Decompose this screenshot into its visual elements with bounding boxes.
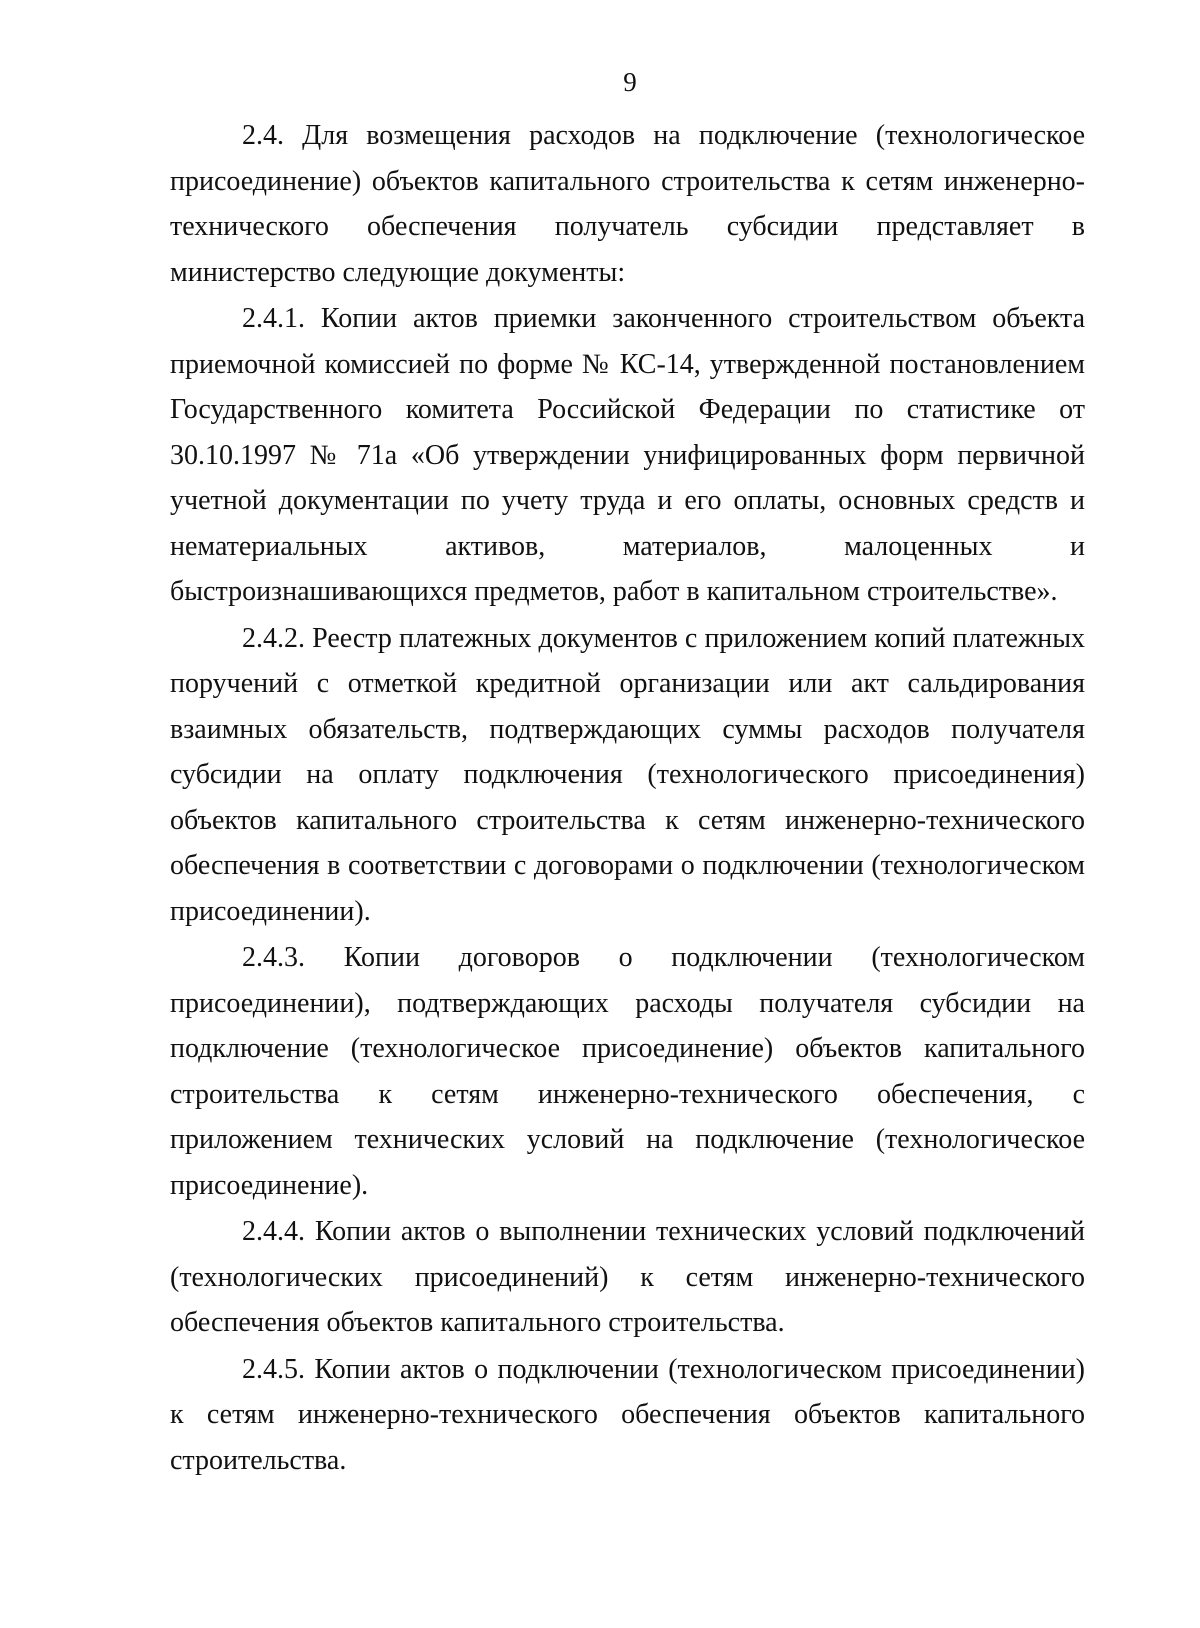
paragraph-number: 2.4.: [242, 120, 284, 151]
paragraph-text: Копии договоров о подключении (технологическом присоединении), подтверждающих расходы получателя субсидии на подключение (технологическое присоединение) объектов капитального строительства к сетям инженерно-технического обеспечения, с приложением технических условий на подключение (технологическое присоединение).: [170, 942, 1086, 1201]
paragraph-text: Реестр платежных документов с приложением копий платежных поручений с отметкой кредитной организации или акт сальдирования взаимных обязательств, подтверждающих суммы расходов получателя субсидии на оплату подключения (технологического присоединения) объектов капитального строительства к сетям инженерно-технического обеспечения в соответствии с договорами о подключении (технологическом присоединении).: [170, 622, 1086, 927]
document-body: [170, 113, 1085, 1484]
paragraph-number: 2.4.2.: [242, 622, 305, 654]
page-number: 9: [623, 67, 637, 97]
paragraph-number: 2.4.1.: [242, 303, 305, 334]
paragraph-number: 2.4.3.: [242, 942, 305, 973]
paragraph-number: 2.4.5.: [242, 1353, 305, 1385]
paragraph-text: Для возмещения расходов на подключение (технологическое присоединение) объектов капитального строительства к сетям инженерно-технического обеспечения получатель субсидии представляет в министерство следующие документы:: [170, 120, 1086, 288]
paragraph-2-4-4: [170, 1209, 1085, 1346]
paragraph-text: Копии актов о выполнении технических условий подключений (технологических присоединений) к сетям инженерно-технического обеспечения объектов капитального строительства.: [170, 1216, 1085, 1338]
paragraph-2-4-1: [170, 296, 1085, 615]
paragraph-number: 2.4.4.: [242, 1216, 305, 1247]
paragraph-2-4: [170, 113, 1085, 295]
paragraph-text: Копии актов о подключении (технологическом присоединении) к сетям инженерно-технического обеспечения объектов капитального строительства.: [170, 1353, 1085, 1476]
paragraph-2-4-3: [170, 935, 1085, 1208]
paragraph-2-4-5: [170, 1347, 1085, 1484]
paragraph-2-4-2: [170, 616, 1085, 935]
paragraph-text: Копии актов приемки законченного строительством объекта приемочной комиссией по форме № КС-14, утвержденной постановлением Государственного комитета Российской Федерации по статистике от 30.10.1997 № 71а «Об утверждении унифицированных форм первичной учетной документации по учету труда и его оплаты, основных средств и нематериальных активов, материалов, малоценных и быстроизнашивающихся предметов, работ в капитальном строительстве».: [170, 303, 1086, 607]
